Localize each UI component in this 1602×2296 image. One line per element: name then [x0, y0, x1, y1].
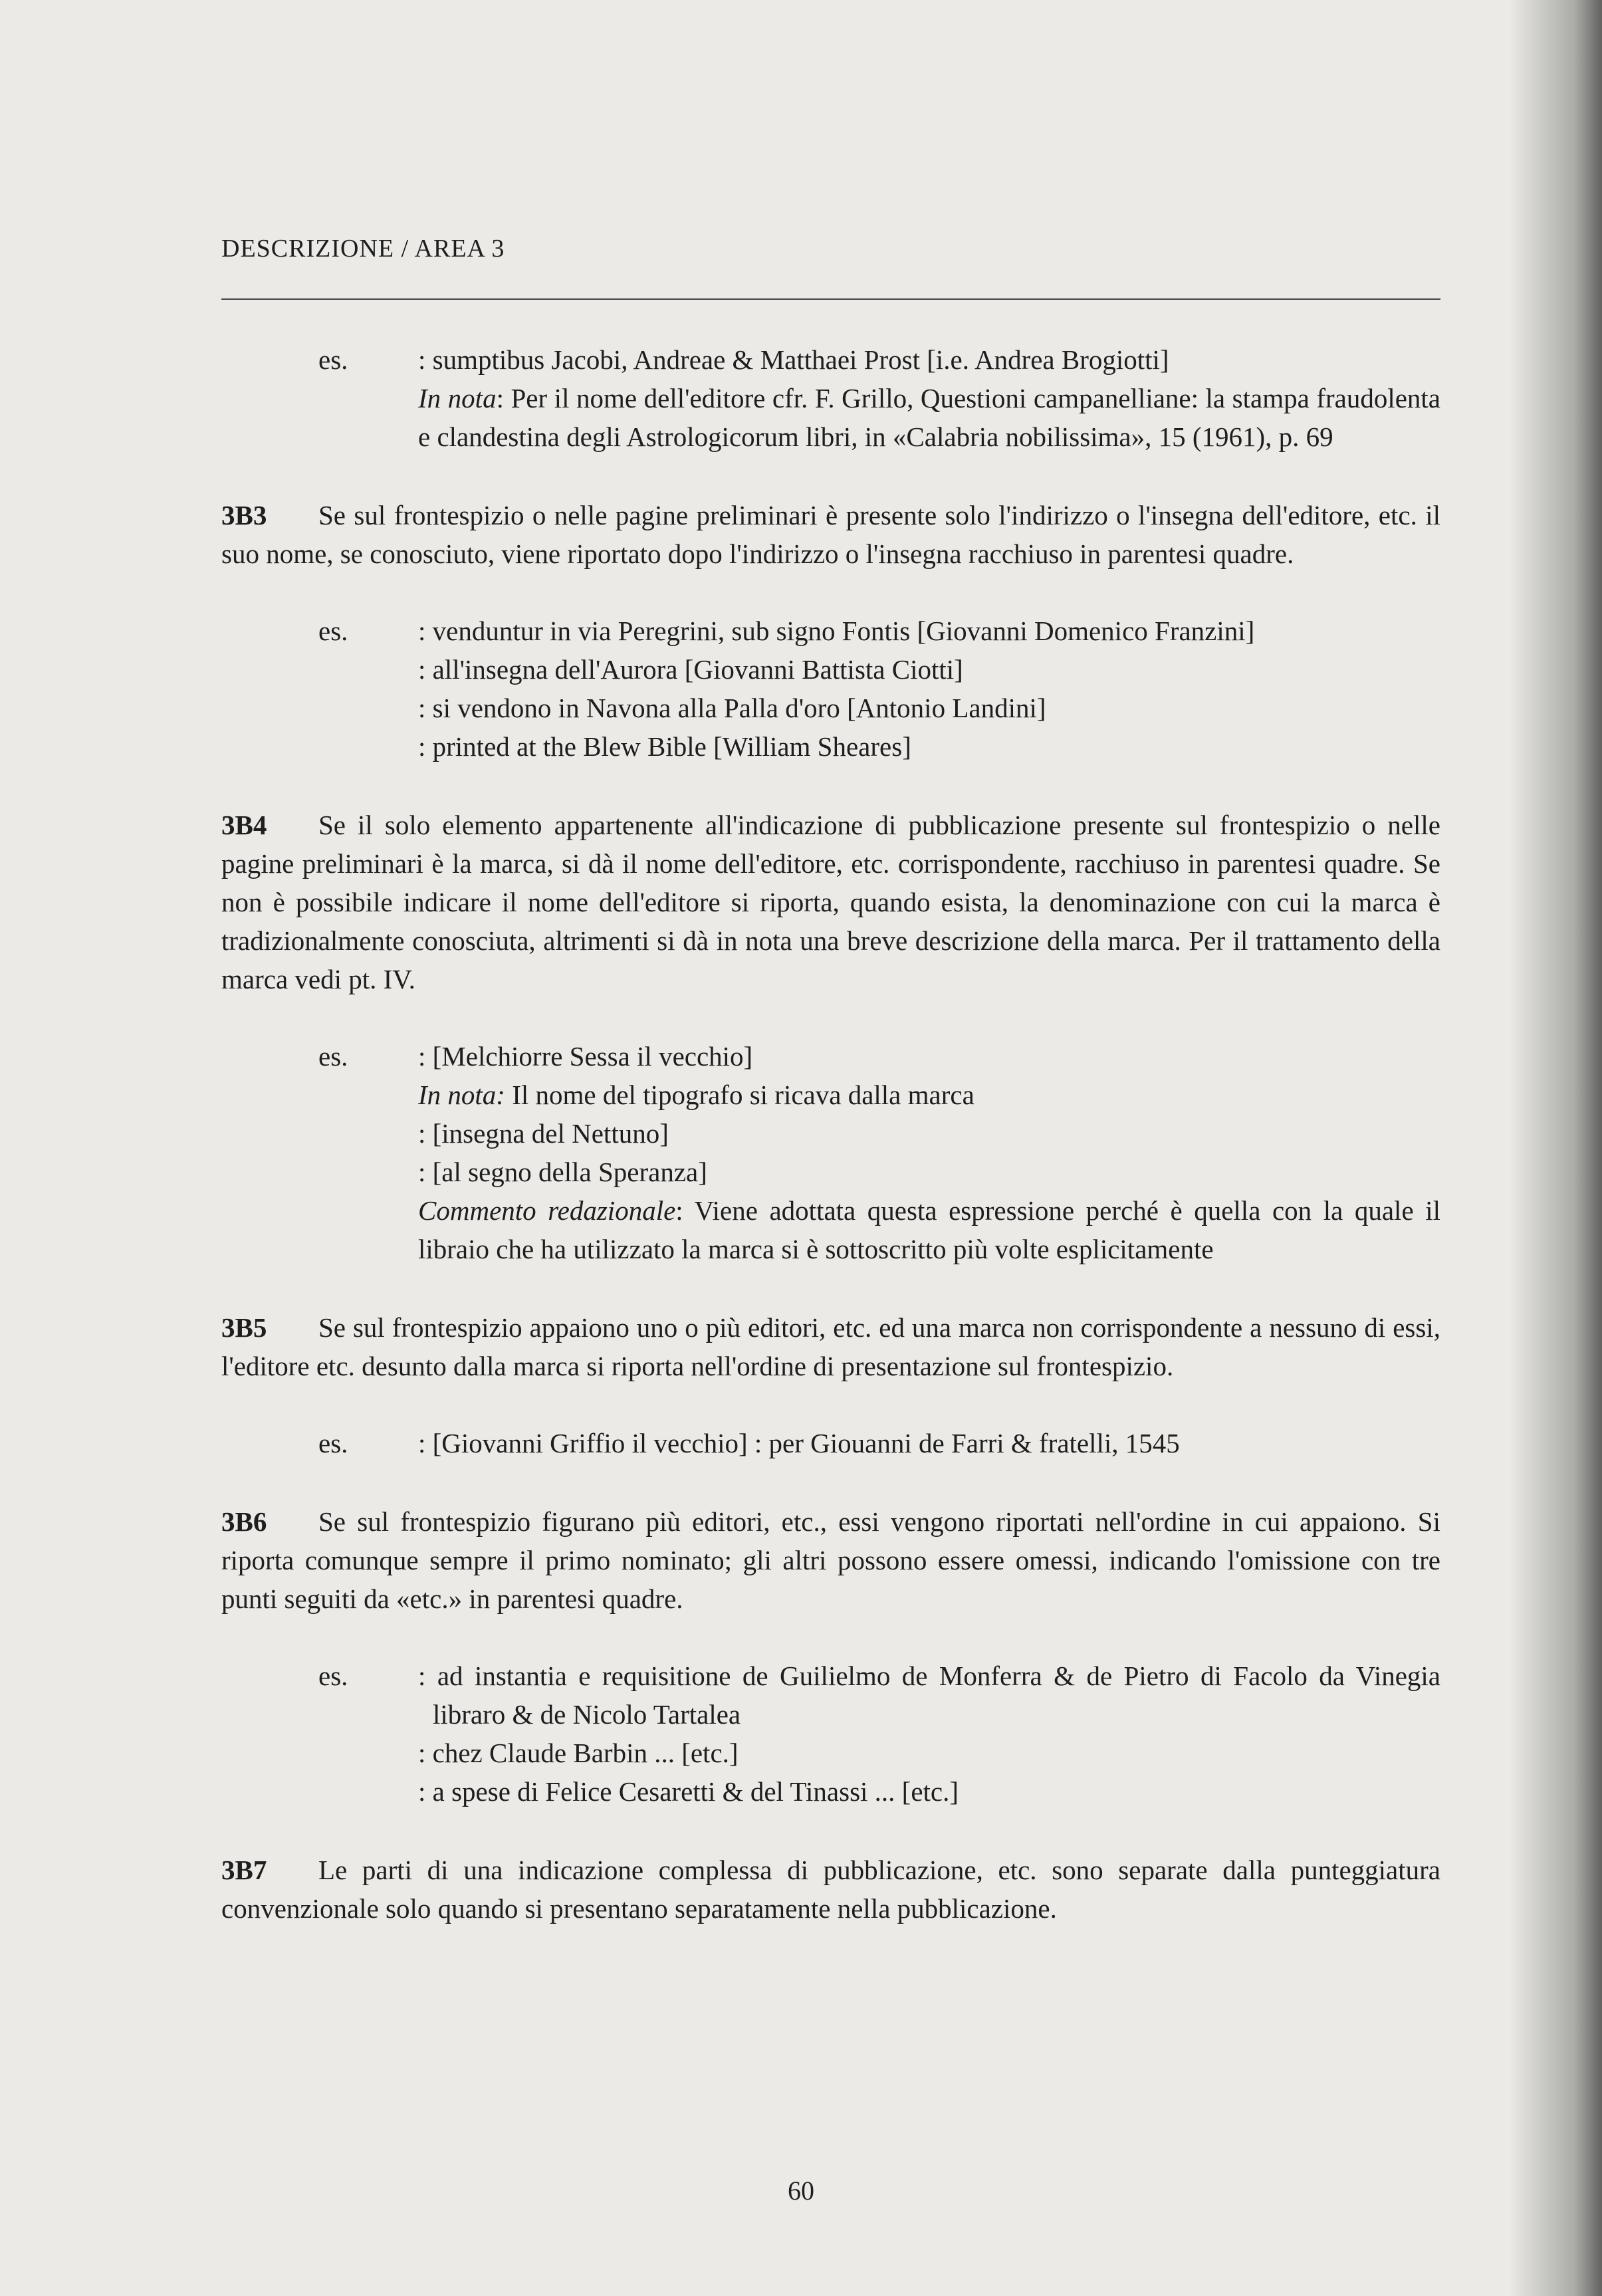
example-label: es. — [318, 1041, 348, 1072]
example-label: es. — [318, 616, 348, 646]
example-line: : [al segno della Speranza] — [418, 1157, 707, 1187]
paragraph-text: Se sul frontespizio appaiono uno o più editori, etc. ed una marca non corrispondente a nessuno di essi, l'editore etc. desunto dalla marca si riporta nell'ordine di presentazione sul frontespizio. — [221, 1312, 1440, 1381]
paragraph-code: 3B7 — [221, 1855, 267, 1885]
paragraph-code: 3B5 — [221, 1312, 267, 1343]
example-line: : printed at the Blew Bible [William Sheares] — [418, 731, 911, 762]
paragraph-3b4 — [221, 806, 1440, 998]
paragraph-text: Se sul frontespizio figurano più editori, etc., essi vengono riportati nell'ordine in cui appaiono. Si riporta comunque sempre il primo nominato; gli altri possono essere omessi, indicando l'omissione con tre punti seguiti da «etc.» in parentesi quadre. — [221, 1506, 1440, 1614]
paragraph-3b5 — [221, 1308, 1440, 1385]
example-line: : venduntur in via Peregrini, sub signo Fontis [Giovanni Domenico Franzini] — [418, 616, 1255, 646]
example-comment — [418, 1191, 1440, 1268]
example-block-1 — [221, 340, 1440, 456]
note-text: Il nome del tipografo si ricava dalla marca — [505, 1080, 974, 1110]
comment-text: : Viene adottata questa espressione perché è quella con la quale il libraio che ha utilizzato la marca si è sottoscritto più volte esplicitamente — [418, 1195, 1440, 1264]
paragraph-3b6 — [221, 1502, 1440, 1618]
example-block-3 — [221, 1037, 1440, 1268]
note-label: In nota: — [418, 1080, 505, 1110]
example-line: : [insegna del Nettuno] — [418, 1118, 669, 1149]
paragraph-code: 3B6 — [221, 1506, 267, 1537]
example-label: es. — [318, 1428, 348, 1458]
note-label: In nota — [418, 383, 497, 413]
paragraph-code: 3B3 — [221, 500, 267, 530]
running-header: DESCRIZIONE / AREA 3 — [221, 235, 505, 263]
comment-label: Commento redazionale — [418, 1195, 676, 1226]
example-note — [418, 379, 1440, 456]
example-line: : ad instantia e requisitione de Guilielmo de Monferra & de Pietro di Facolo da Vinegia libraro & de Nicolo Tartalea — [418, 1661, 1440, 1730]
example-line: : si vendono in Navona alla Palla d'oro [Antonio Landini] — [418, 693, 1046, 723]
example-note — [418, 1076, 1440, 1114]
example-line: : chez Claude Barbin ... [etc.] — [418, 1738, 739, 1768]
example-label: es. — [318, 344, 348, 375]
note-text: : Per il nome dell'editore cfr. F. Grillo, Questioni campanelliane: la stampa fraudolenta e clandestina degli Astrologicorum libri, in «Calabria nobilissima», 15 (1961), p. 69 — [418, 383, 1440, 452]
paragraph-text: Se il solo elemento appartenente all'indicazione di pubblicazione presente sul frontespizio o nelle pagine preliminari è la marca, si dà il nome dell'editore, etc. corrispondente, racchiuso in parentesi quadre. Se non è possibile indicare il nome dell'editore si riporta, quando esista, la denominazione con cui la marca è tradizionalmente conosciuta, altrimenti si dà in nota una breve descrizione della marca. Per il trattamento della marca vedi pt. IV. — [221, 810, 1440, 994]
example-line: : sumptibus Jacobi, Andreae & Matthaei Prost [i.e. Andrea Brogiotti] — [418, 344, 1169, 375]
paragraph-3b3 — [221, 496, 1440, 573]
header-rule — [221, 298, 1440, 300]
example-label: es. — [318, 1661, 348, 1691]
example-line: : a spese di Felice Cesaretti & del Tinassi ... [etc.] — [418, 1776, 959, 1807]
example-line: : [Giovanni Griffio il vecchio] : per Giouanni de Farri & fratelli, 1545 — [418, 1428, 1180, 1458]
page-number: 60 — [788, 2176, 814, 2206]
paragraph-text: Le parti di una indicazione complessa di pubblicazione, etc. sono separate dalla punteggiatura convenzionale solo quando si presentano separatamente nella pubblicazione. — [221, 1855, 1440, 1924]
example-block-5 — [221, 1657, 1440, 1811]
example-block-2 — [221, 612, 1440, 766]
paragraph-text: Se sul frontespizio o nelle pagine preliminari è presente solo l'indirizzo o l'insegna dell'editore, etc. il suo nome, se conosciuto, viene riportato dopo l'indirizzo o l'insegna racchiuso in parentesi quadre. — [221, 500, 1440, 569]
example-line: : [Melchiorre Sessa il vecchio] — [418, 1041, 753, 1072]
example-line: : all'insegna dell'Aurora [Giovanni Battista Ciotti] — [418, 654, 963, 685]
page-body — [221, 340, 1440, 1928]
example-block-4 — [221, 1424, 1440, 1462]
paragraph-code: 3B4 — [221, 810, 267, 840]
paragraph-3b7 — [221, 1851, 1440, 1928]
